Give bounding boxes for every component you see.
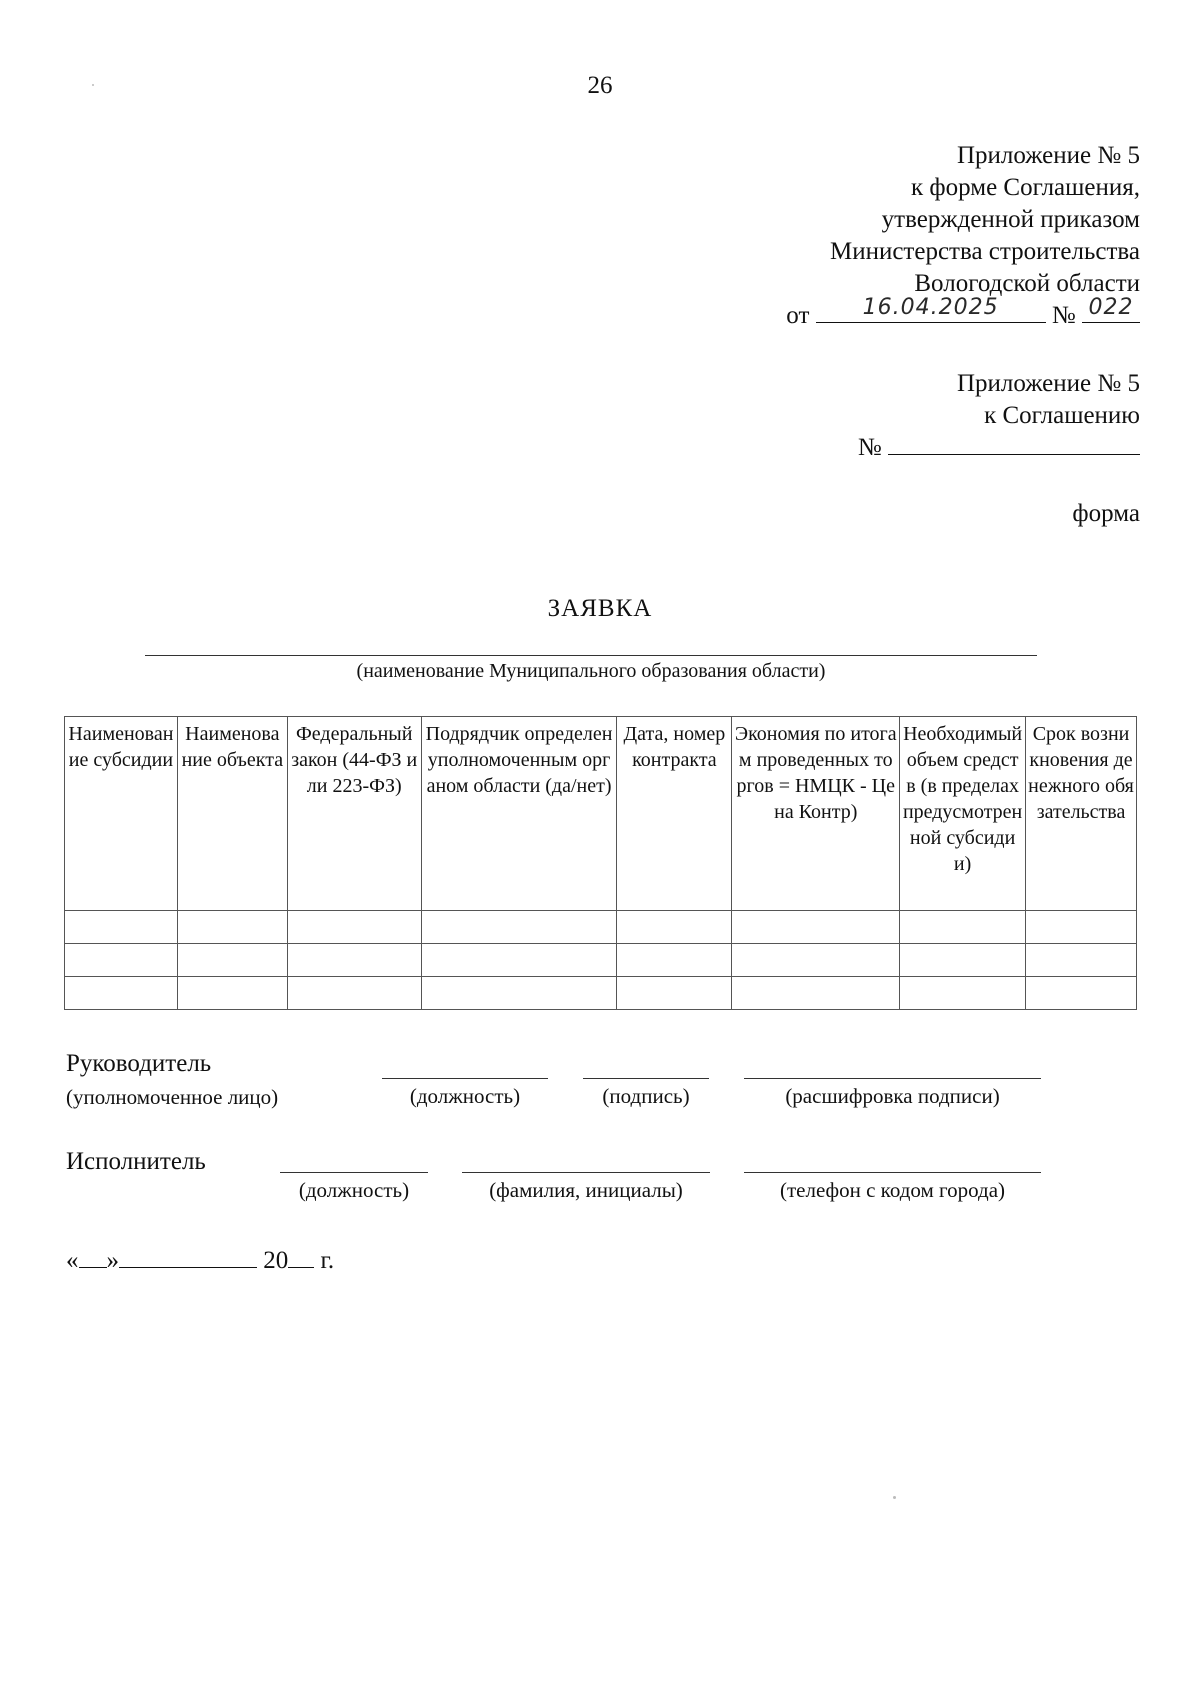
head-sublabel: (уполномоченное лицо) bbox=[66, 1085, 279, 1109]
executor-name-line bbox=[462, 1172, 710, 1173]
date-field bbox=[816, 295, 1046, 323]
table-cell[interactable] bbox=[732, 911, 900, 944]
head-decryption-caption: (расшифровка подписи) bbox=[785, 1084, 1000, 1108]
year-suffix: г. bbox=[320, 1247, 335, 1274]
head-position-line bbox=[382, 1078, 548, 1079]
executor-phone-line bbox=[744, 1172, 1041, 1173]
scan-speck bbox=[893, 1496, 896, 1499]
table-cell[interactable] bbox=[900, 911, 1026, 944]
header-obligation-term: Срок возникновения денежного обязательства bbox=[1026, 717, 1137, 911]
header-object-name: Наименование объекта bbox=[177, 717, 287, 911]
table-cell[interactable] bbox=[1026, 944, 1137, 977]
table-cell[interactable] bbox=[287, 977, 421, 1010]
scan-speck bbox=[92, 84, 94, 86]
header-federal-law: Федеральный закон (44-ФЗ или 223-ФЗ) bbox=[287, 717, 421, 911]
executor-position-caption: (должность) bbox=[298, 1178, 410, 1202]
header-required-funds: Необходимый объем средств (в пределах предусмотренной субсидии) bbox=[900, 717, 1026, 911]
table-cell[interactable] bbox=[617, 944, 732, 977]
table-cell[interactable] bbox=[617, 977, 732, 1010]
month-blank[interactable] bbox=[119, 1247, 257, 1268]
executor-label: Исполнитель bbox=[66, 1148, 206, 1175]
head-signature-caption: (подпись) bbox=[602, 1084, 690, 1108]
appendix-form-block bbox=[786, 140, 1140, 332]
table-cell[interactable] bbox=[177, 911, 287, 944]
table-cell[interactable] bbox=[287, 911, 421, 944]
appendix-form-line5: Вологодской области bbox=[914, 270, 1140, 297]
number-handwritten: 022 bbox=[1088, 295, 1134, 320]
table-row bbox=[65, 944, 1137, 977]
document-title: ЗАЯВКА bbox=[547, 595, 653, 622]
table-cell[interactable] bbox=[287, 944, 421, 977]
org-name-line bbox=[145, 655, 1037, 656]
table-cell[interactable] bbox=[177, 977, 287, 1010]
header-contractor: Подрядчик определен уполномоченным органом области (да/нет) bbox=[421, 717, 617, 911]
table-cell[interactable] bbox=[617, 911, 732, 944]
table-header-row bbox=[65, 717, 1137, 911]
year-blank[interactable] bbox=[288, 1247, 314, 1268]
head-signature-line bbox=[583, 1078, 709, 1079]
appendix-agreement-line1: Приложение № 5 bbox=[956, 370, 1140, 397]
table-cell[interactable] bbox=[732, 944, 900, 977]
table-cell[interactable] bbox=[177, 944, 287, 977]
table-cell[interactable] bbox=[732, 977, 900, 1010]
table-cell[interactable] bbox=[65, 911, 178, 944]
application-table bbox=[64, 716, 1137, 1010]
appendix-form-date-row bbox=[786, 295, 1140, 332]
day-blank[interactable] bbox=[79, 1247, 107, 1268]
header-subsidy-name: Наименование субсидии bbox=[65, 717, 178, 911]
table-cell[interactable] bbox=[1026, 911, 1137, 944]
agreement-number-prefix: № bbox=[857, 434, 882, 461]
date-open-quote: « bbox=[66, 1247, 79, 1274]
number-prefix: № bbox=[1051, 302, 1076, 329]
appendix-agreement-line2: к Соглашению bbox=[984, 402, 1140, 429]
header-savings: Экономия по итогам проведенных торгов = НМЦК - Цена Контр) bbox=[732, 717, 900, 911]
executor-phone-caption: (телефон с кодом города) bbox=[779, 1178, 1006, 1202]
table-row bbox=[65, 911, 1137, 944]
appendix-form-line4: Министерства строительства bbox=[829, 238, 1140, 265]
appendix-form-line1: Приложение № 5 bbox=[956, 142, 1140, 169]
head-position-caption: (должность) bbox=[409, 1084, 521, 1108]
appendix-form-line3: утвержденной приказом bbox=[881, 206, 1140, 233]
header-contract-date-number: Дата, номер контракта bbox=[617, 717, 732, 911]
agreement-number-field bbox=[888, 432, 1140, 455]
year-prefix: 20 bbox=[263, 1247, 289, 1274]
date-prefix: от bbox=[786, 302, 810, 329]
table-cell[interactable] bbox=[65, 977, 178, 1010]
executor-position-line bbox=[280, 1172, 428, 1173]
date-close-quote: » bbox=[106, 1247, 119, 1274]
date-handwritten: 16.04.2025 bbox=[862, 295, 999, 320]
head-label: Руководитель bbox=[66, 1050, 212, 1077]
table-cell[interactable] bbox=[1026, 977, 1137, 1010]
appendix-agreement-block bbox=[858, 368, 1140, 464]
table-cell[interactable] bbox=[421, 911, 617, 944]
table-cell[interactable] bbox=[65, 944, 178, 977]
number-field bbox=[1082, 295, 1140, 323]
head-decryption-line bbox=[744, 1078, 1041, 1079]
table-cell[interactable] bbox=[421, 944, 617, 977]
table-cell[interactable] bbox=[421, 977, 617, 1010]
table-cell[interactable] bbox=[900, 977, 1026, 1010]
appendix-agreement-number-row bbox=[858, 432, 1140, 464]
date-line bbox=[66, 1247, 334, 1275]
table-cell[interactable] bbox=[900, 944, 1026, 977]
appendix-form-line2: к форме Соглашения, bbox=[911, 174, 1140, 201]
page-number: 26 bbox=[587, 72, 613, 99]
org-name-caption: (наименование Муниципального образования области) bbox=[356, 660, 826, 682]
form-label: форма bbox=[1072, 500, 1140, 527]
executor-name-caption: (фамилия, инициалы) bbox=[489, 1178, 683, 1202]
table-row bbox=[65, 977, 1137, 1010]
